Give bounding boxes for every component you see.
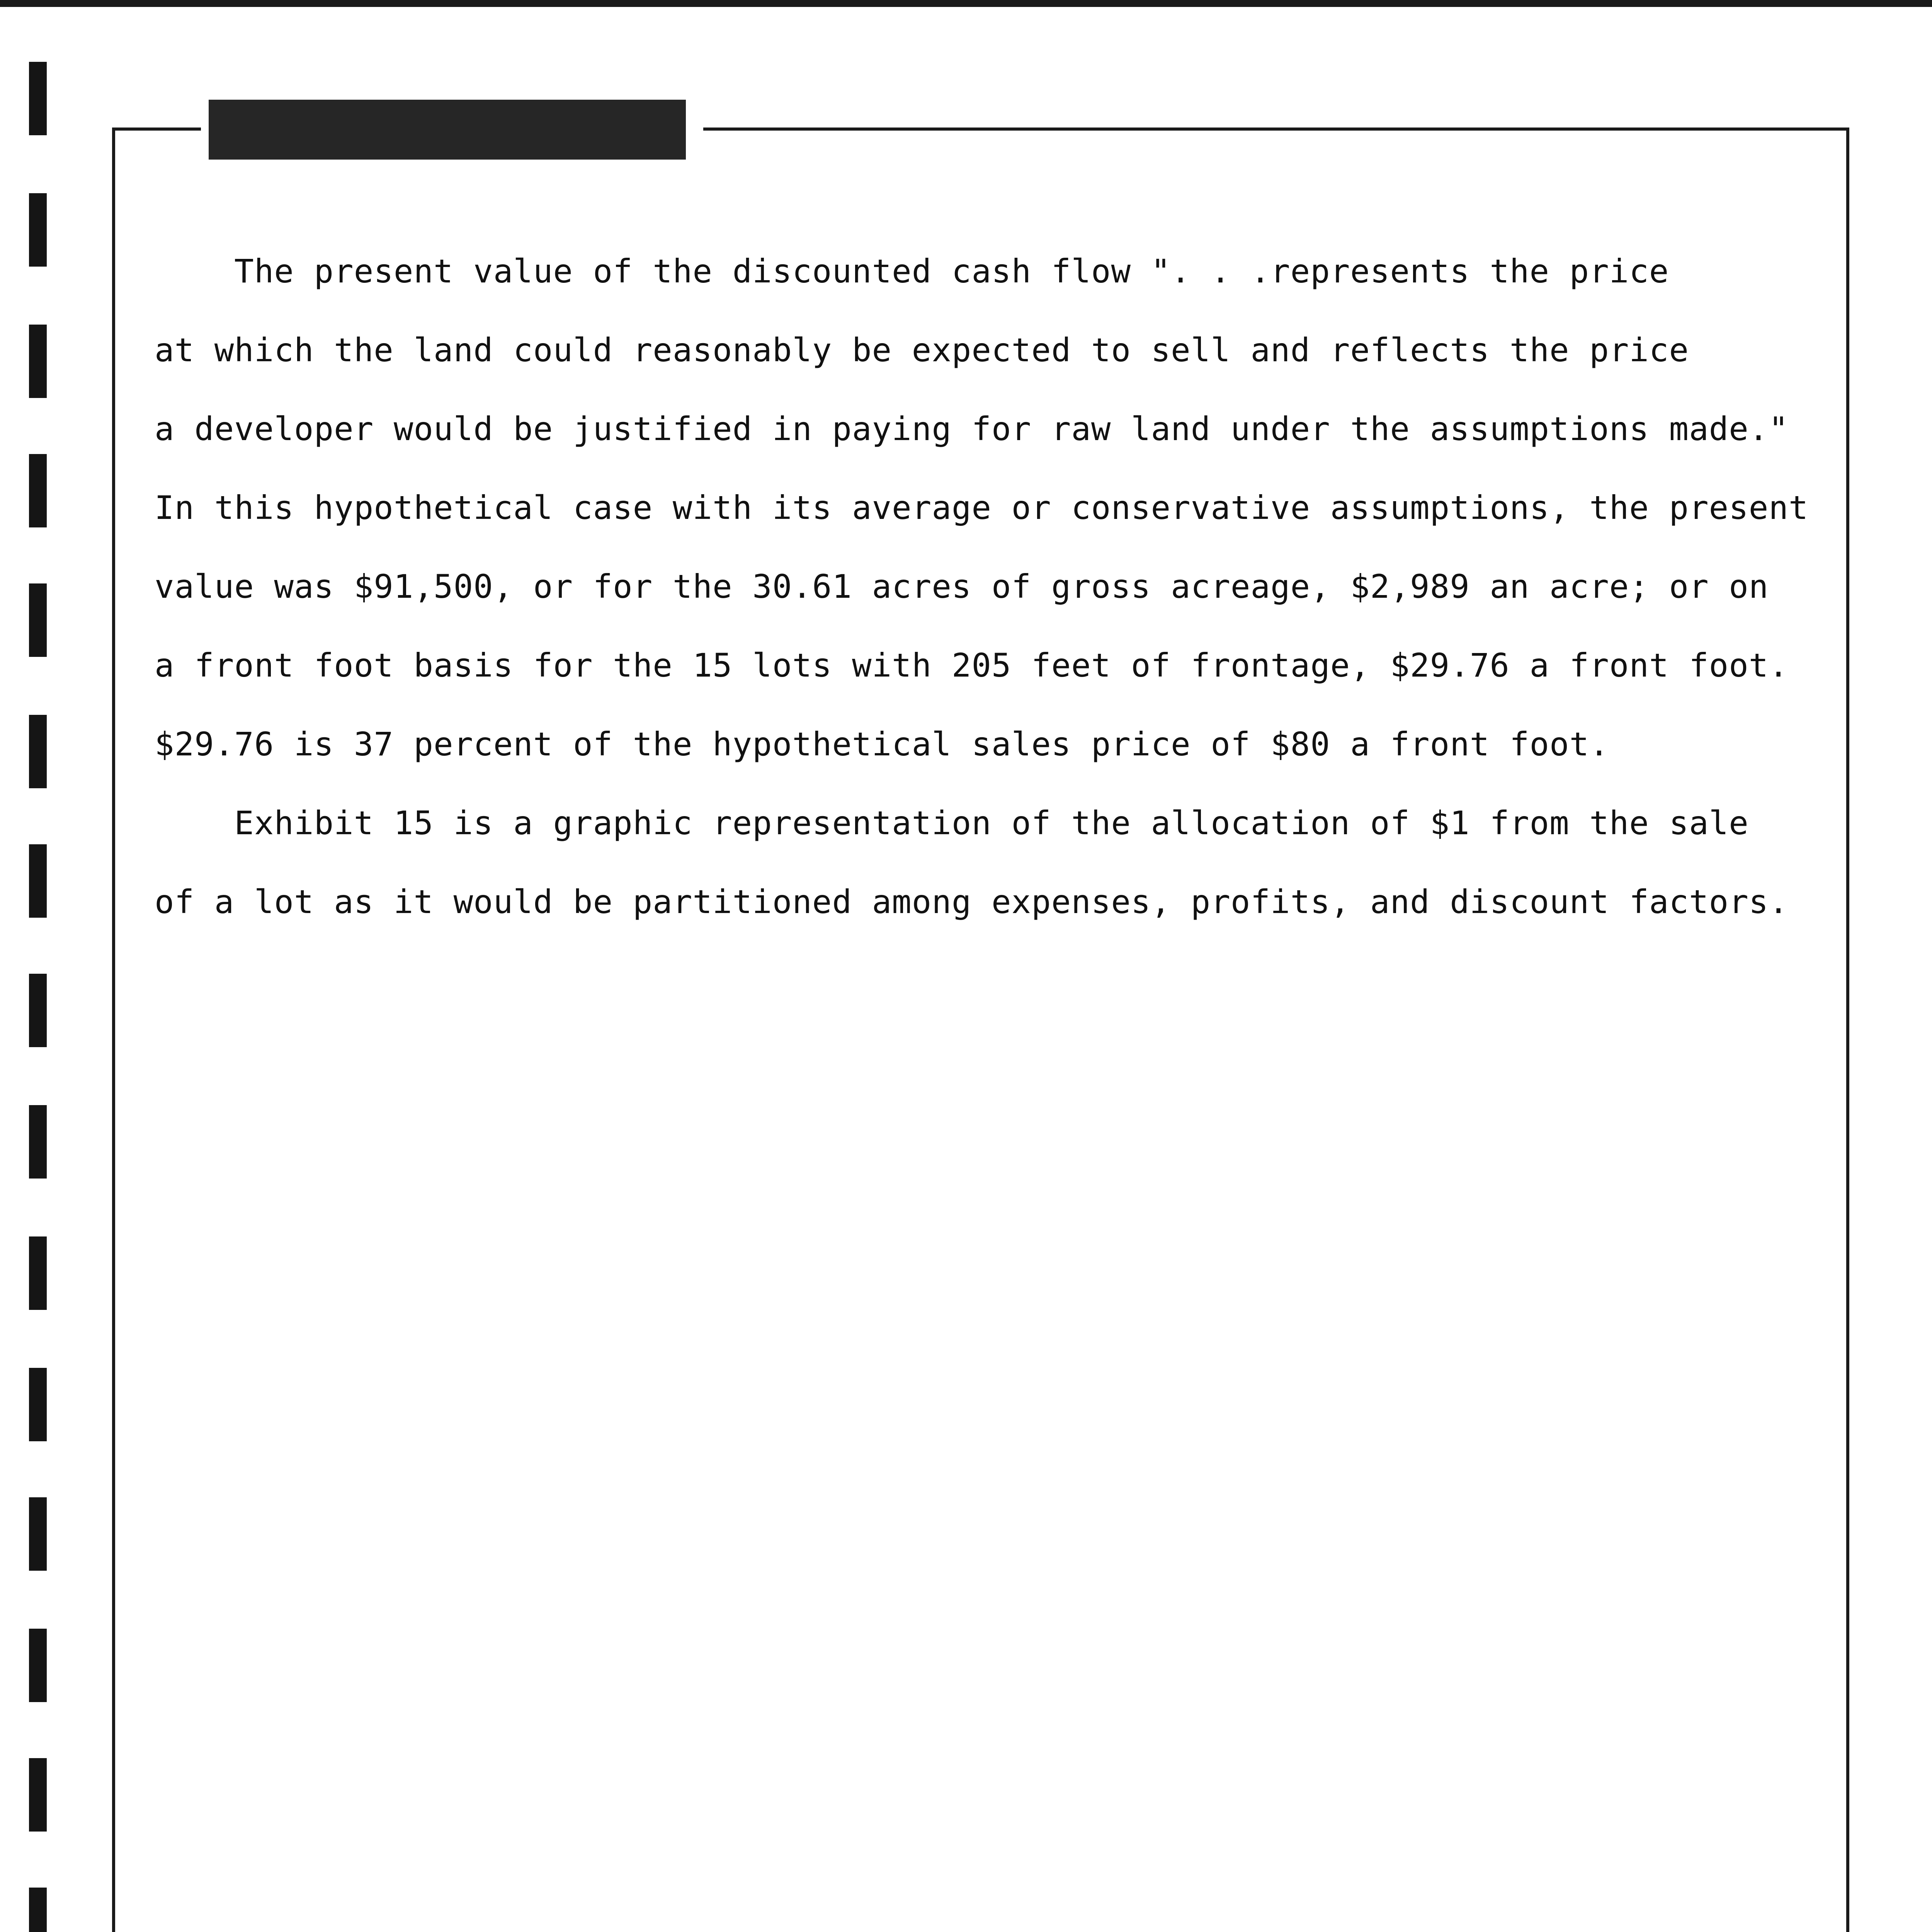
- paragraph-present-value: [155, 232, 1816, 784]
- text-line: a developer would be justified in paying for raw land under the assumptions made.": [155, 410, 1789, 448]
- binding-hole: [29, 1236, 47, 1310]
- paragraph-exhibit-15: [155, 784, 1816, 941]
- text-line: at which the land could reasonably be expected to sell and reflects the price: [155, 331, 1689, 369]
- text-line: The present value of the discounted cash flow ". . .represents the price: [155, 252, 1669, 290]
- binding-hole: [29, 1888, 47, 1932]
- binding-hole: [29, 1368, 47, 1441]
- scan-top-edge: [0, 0, 1932, 7]
- binding-hole: [29, 454, 47, 527]
- text-line: a front foot basis for the 15 lots with 205 feet of frontage, $29.76 a front foot.: [155, 646, 1789, 684]
- text-line: of a lot as it would be partitioned among expenses, profits, and discount factors.: [155, 883, 1789, 921]
- binding-hole: [29, 1497, 47, 1571]
- binding-hole: [29, 583, 47, 657]
- binding-hole: [29, 193, 47, 267]
- body-text: [155, 232, 1816, 941]
- text-line: In this hypothetical case with its average or conservative assumptions, the present: [155, 489, 1809, 527]
- header-bar: [209, 100, 686, 160]
- text-line: $29.76 is 37 percent of the hypothetical sales price of $80 a front foot.: [155, 725, 1609, 763]
- text-line: Exhibit 15 is a graphic representation of the allocation of $1 from the sale: [155, 804, 1749, 842]
- binding-hole: [29, 1105, 47, 1179]
- binding-hole: [29, 844, 47, 918]
- text-line: value was $91,500, or for the 30.61 acres of gross acreage, $2,989 an acre; or on: [155, 568, 1769, 605]
- binding-hole: [29, 62, 47, 135]
- binding-hole: [29, 1629, 47, 1702]
- binding-hole: [29, 974, 47, 1047]
- binding-hole: [29, 1758, 47, 1832]
- binding-hole-strip: [0, 0, 62, 1932]
- binding-hole: [29, 715, 47, 788]
- binding-hole: [29, 325, 47, 398]
